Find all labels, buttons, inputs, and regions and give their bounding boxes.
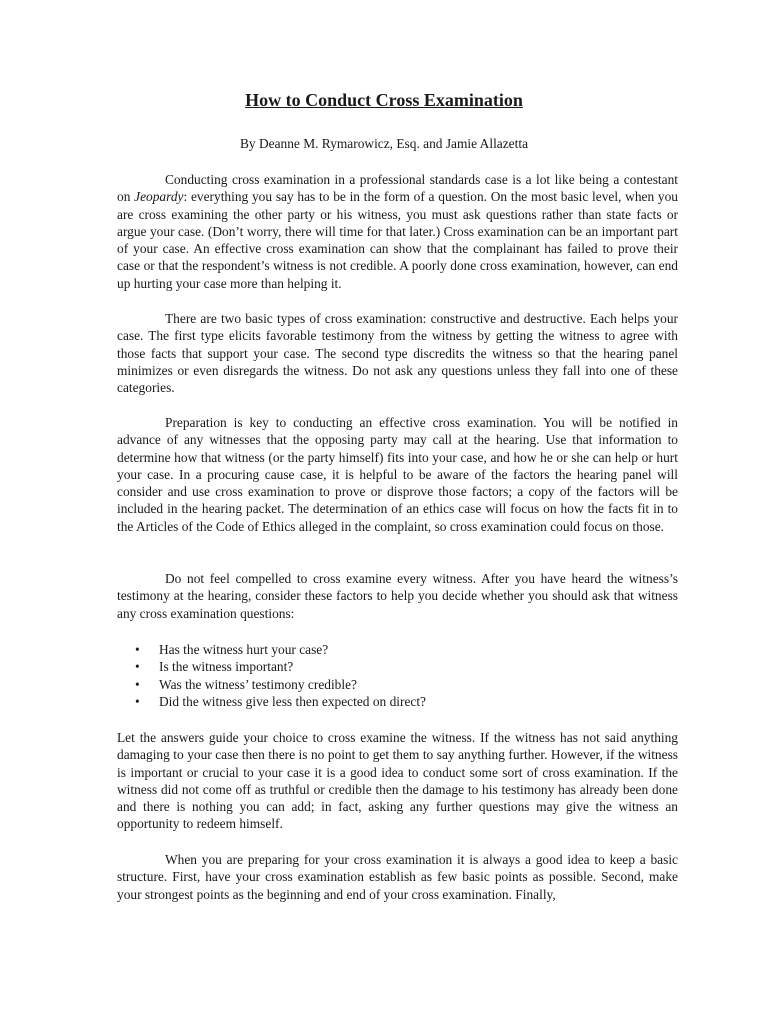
bullet-item: • Did the witness give less then expected on direct? [117, 693, 678, 710]
bullet-list [117, 641, 678, 710]
document-title: How to Conduct Cross Examination [245, 90, 523, 110]
paragraph-1-text-start: Conducting cross examination in a professional standards case is a lot like being a contestant on [117, 172, 678, 205]
paragraph-3: Preparation is key to conducting an effective cross examination. You will be notified in advance of any witnesses that the opposing party may call at the hearing. Use that information to determine how that witness (or the party himself) fits into your case, and how he or she can help or hurt your case. In a procuring cause case, it is helpful to be aware of the factors the hearing panel will consider and use cross examination to prove or disprove those factors; a copy of the factors will be included in the hearing packet. The determination of an ethics case will focus on how the facts fit in to the Articles of the Code of Ethics alleged in the complaint, so cross examination could focus on those. [117, 415, 678, 534]
paragraph-6: When you are preparing for your cross examination it is always a good idea to keep a basic structure. First, have your cross examination establish as few basic points as possible. Second, make your strongest points as the beginning and end of your cross examination. Finally, [117, 852, 678, 902]
paragraph-4: Do not feel compelled to cross examine every witness. After you have heard the witness’s testimony at the hearing, consider these factors to help you decide whether you should ask that witness any cross examination questions: [117, 571, 678, 621]
paragraph-1-text-end: : everything you say has to be in the form of a question. On the most basic level, when you are cross examining the other party or his witness, you must ask questions rather than state facts or argue your case. (Don’t worry, there will time for that later.) Cross examination can be an important part of your case. An effective cross examination can show that the complainant has failed to prove their case or that the respondent’s witness is not credible. A poorly done cross examination, however, can end up hurting your case more than helping it. [117, 189, 678, 291]
bullet-item: • Has the witness hurt your case? [117, 641, 678, 658]
paragraph-5: Let the answers guide your choice to cross examine the witness. If the witness has not said anything damaging to your case then there is no point to get them to say anything further. However, if the witness is important or crucial to your case it is a good idea to conduct some sort of cross examination. If the witness did not come off as truthful or credible then the damage to his testimony has already been done and there is nothing you can add; in fact, asking any further questions may give the witness an opportunity to redeem himself. [117, 730, 678, 832]
paragraph-1-italic: Jeopardy [134, 189, 184, 205]
paragraph-1 [117, 171, 678, 292]
bullet-item: • Is the witness important? [117, 658, 678, 675]
bullet-item: • Was the witness’ testimony credible? [117, 676, 678, 693]
paragraph-2: There are two basic types of cross examination: constructive and destructive. Each helps your case. The first type elicits favorable testimony from the witness by getting the witness to agree with those facts that support your case. The second type discredits the witness so that the hearing panel minimizes or even disregards the witness. Do not ask any questions unless they fall into one of these categories. [117, 311, 678, 396]
document-byline: By Deanne M. Rymarowicz, Esq. and Jamie Allazetta [239, 136, 529, 151]
